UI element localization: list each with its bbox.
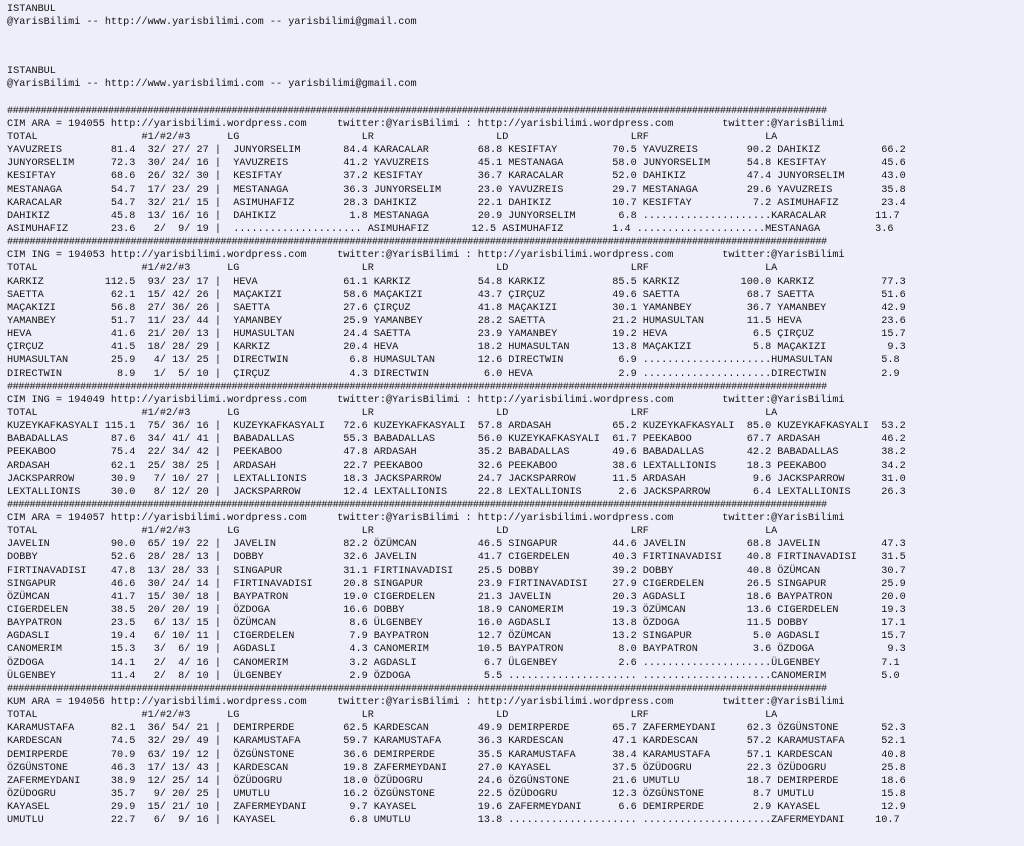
result-row: ZAFERMEYDANI 38.9 12/ 25/ 14 | ÖZÜDOGRU 18.0 ÖZÜDOGRU 24.6 ÖZGÜNSTONE 21.6 UMUTLU 18.7 DEMIRPERDE 18.6 <box>7 775 906 787</box>
result-row: YAMANBEY 51.7 11/ 23/ 44 | YAMANBEY 25.9 YAMANBEY 28.2 SAETTA 21.2 HUMASULTAN 11.5 HEVA 23.6 <box>7 315 906 327</box>
section-separator: ################################################################################################################################################## <box>7 381 827 393</box>
result-row: AGDASLI 19.4 6/ 10/ 11 | CIGERDELEN 7.9 BAYPATRON 12.7 ÖZÜMCAN 13.2 SINGAPUR 5.0 AGDASLI 15.7 <box>7 631 906 643</box>
result-row: ARDASAH 62.1 25/ 38/ 25 | ARDASAH 22.7 PEEKABOO 32.6 PEEKABOO 38.6 LEXTALLIONIS 18.3 PEEKABOO 34.2 <box>7 460 906 472</box>
race-sections <box>7 105 1024 828</box>
race-section <box>7 236 1024 381</box>
result-row: HUMASULTAN 25.9 4/ 13/ 25 | DIRECTWIN 6.8 HUMASULTAN 12.6 DIRECTWIN 6.9 .....................HUMASULTAN 5.8 <box>7 355 900 367</box>
section-separator: ################################################################################################################################################## <box>7 105 827 117</box>
blank-line <box>7 92 1024 105</box>
result-row: ÖZGÜNSTONE 46.3 17/ 13/ 43 | KARDESCAN 19.8 ZAFERMEYDANI 27.0 KAYASEL 37.5 ÖZÜDOGRU 22.3 ÖZÜDOGRU 25.8 <box>7 762 906 774</box>
result-row: UMUTLU 22.7 6/ 9/ 16 | KAYASEL 6.8 UMUTLU 13.8 ..................... .....................ZAFERMEYDANI 10.7 <box>7 815 900 827</box>
race-section <box>7 105 1024 236</box>
result-row: SINGAPUR 46.6 30/ 24/ 14 | FIRTINAVADISI 20.8 SINGAPUR 23.9 FIRTINAVADISI 27.9 CIGERDELEN 26.5 SINGAPUR 25.9 <box>7 578 906 590</box>
section-separator: ################################################################################################################################################## <box>7 237 827 249</box>
result-row: ÖZÜDOGRU 35.7 9/ 20/ 25 | UMUTLU 16.2 ÖZGÜNSTONE 22.5 ÖZÜDOGRU 12.3 ÖZGÜNSTONE 8.7 UMUTLU 15.8 <box>7 789 906 801</box>
column-header: TOTAL #1/#2/#3 LG LR LD LRF LA <box>7 263 778 275</box>
section-title: KUM ARA = 194056 http://yarisbilimi.wordpress.com twitter:@YarisBilimi : http://yarisbilimi.wordpress.com twitter:@YarisBilimi <box>7 697 845 709</box>
section-title: CIM ARA = 194055 http://yarisbilimi.wordpress.com twitter:@YarisBilimi : http://yarisbilimi.wordpress.com twitter:@YarisBilimi <box>7 118 845 130</box>
result-row: MAÇAKIZI 56.8 27/ 36/ 26 | SAETTA 27.6 ÇIRÇUZ 41.8 MAÇAKIZI 30.1 YAMANBEY 36.7 YAMANBEY 42.9 <box>7 302 906 314</box>
result-row: ÖZDOGA 14.1 2/ 4/ 16 | CANOMERIM 3.2 AGDASLI 6.7 ÜLGENBEY 2.6 .....................ÜLGENBEY 7.1 <box>7 657 900 669</box>
result-row: HEVA 41.6 21/ 20/ 13 | HUMASULTAN 24.4 SAETTA 23.9 YAMANBEY 19.2 HEVA 6.5 ÇIRÇUZ 15.7 <box>7 329 906 341</box>
race-section <box>7 683 1024 828</box>
result-row: JAVELIN 90.0 65/ 19/ 22 | JAVELIN 82.2 ÖZÜMCAN 46.5 SINGAPUR 44.6 JAVELIN 68.8 JAVELIN 47.3 <box>7 539 906 551</box>
result-row: KARACALAR 54.7 32/ 21/ 15 | ASIMUHAFIZ 28.3 DAHIKIZ 22.1 DAHIKIZ 10.7 KESIFTAY 7.2 ASIMUHAFIZ 23.4 <box>7 197 906 209</box>
result-row: KARDESCAN 74.5 32/ 29/ 49 | KARAMUSTAFA 59.7 KARAMUSTAFA 36.3 KARDESCAN 47.1 KARDESCAN 57.2 KARAMUSTAFA 52.1 <box>7 736 906 748</box>
result-row: ÜLGENBEY 11.4 2/ 8/ 10 | ÜLGENBEY 2.9 ÖZDOGA 5.5 ..................... .....................CANOMERIM 5.0 <box>7 670 900 682</box>
result-row: JACKSPARROW 30.9 7/ 10/ 27 | LEXTALLIONIS 18.3 JACKSPARROW 24.7 JACKSPARROW 11.5 ARDASAH 9.6 JACKSPARROW 31.0 <box>7 473 906 485</box>
header-gap <box>7 29 1024 65</box>
section-separator: ################################################################################################################################################## <box>7 499 827 511</box>
section-title: CIM ARA = 194057 http://yarisbilimi.wordpress.com twitter:@YarisBilimi : http://yarisbilimi.wordpress.com twitter:@YarisBilimi <box>7 513 845 525</box>
result-row: KARAMUSTAFA 82.1 36/ 54/ 21 | DEMIRPERDE 62.5 KARDESCAN 49.9 DEMIRPERDE 65.7 ZAFERMEYDANI 62.3 ÖZGÜNSTONE 52.3 <box>7 723 906 735</box>
result-row: ÖZÜMCAN 41.7 15/ 30/ 18 | BAYPATRON 19.0 CIGERDELEN 21.3 JAVELIN 20.3 AGDASLI 18.6 BAYPATRON 20.0 <box>7 591 906 603</box>
section-title: CIM ING = 194053 http://yarisbilimi.wordpress.com twitter:@YarisBilimi : http://yarisbilimi.wordpress.com twitter:@YarisBilimi <box>7 250 845 262</box>
result-row: CIGERDELEN 38.5 20/ 20/ 19 | ÖZDOGA 16.6 DOBBY 18.9 CANOMERIM 19.3 ÖZÜMCAN 13.6 CIGERDELEN 19.3 <box>7 605 906 617</box>
result-row: BABADALLAS 87.6 34/ 41/ 41 | BABADALLAS 55.3 BABADALLAS 56.0 KUZEYKAFKASYALI 61.7 PEEKABOO 67.7 ARDASAH 46.2 <box>7 434 906 446</box>
column-header: TOTAL #1/#2/#3 LG LR LD LRF LA <box>7 526 778 538</box>
result-row: DEMIRPERDE 70.9 63/ 19/ 12 | ÖZGÜNSTONE 36.6 DEMIRPERDE 35.5 KARAMUSTAFA 38.4 KARAMUSTAFA 57.1 KARDESCAN 40.8 <box>7 749 906 761</box>
result-row: KESIFTAY 68.6 26/ 32/ 30 | KESIFTAY 37.2 KESIFTAY 36.7 KARACALAR 52.0 DAHIKIZ 47.4 JUNYORSELIM 43.0 <box>7 171 906 183</box>
result-row: PEEKABOO 75.4 22/ 34/ 42 | PEEKABOO 47.8 ARDASAH 35.2 BABADALLAS 49.6 BABADALLAS 42.2 BABADALLAS 38.2 <box>7 447 906 459</box>
result-row: MESTANAGA 54.7 17/ 23/ 29 | MESTANAGA 36.3 JUNYORSELIM 23.0 YAVUZREIS 29.7 MESTANAGA 29.6 YAVUZREIS 35.8 <box>7 184 906 196</box>
result-row: KUZEYKAFKASYALI 115.1 75/ 36/ 16 | KUZEYKAFKASYALI 72.6 KUZEYKAFKASYALI 57.8 ARDASAH 65.2 KUZEYKAFKASYALI 85.0 KUZEYKAFKASYALI 53.2 <box>7 421 906 433</box>
result-row: BAYPATRON 23.5 6/ 13/ 15 | ÖZÜMCAN 8.6 ÜLGENBEY 16.0 AGDASLI 13.8 ÖZDOGA 11.5 DOBBY 17.1 <box>7 618 906 630</box>
section-title: CIM ING = 194049 http://yarisbilimi.wordpress.com twitter:@YarisBilimi : http://yarisbilimi.wordpress.com twitter:@YarisBilimi <box>7 394 845 406</box>
result-row: KARKIZ 112.5 93/ 23/ 17 | HEVA 61.1 KARKIZ 54.8 KARKIZ 85.5 KARKIZ 100.0 KARKIZ 77.3 <box>7 276 906 288</box>
result-row: KAYASEL 29.9 15/ 21/ 10 | ZAFERMEYDANI 9.7 KAYASEL 19.6 ZAFERMEYDANI 6.6 DEMIRPERDE 2.9 KAYASEL 12.9 <box>7 802 906 814</box>
result-row: SAETTA 62.1 15/ 42/ 26 | MAÇAKIZI 58.6 MAÇAKIZI 43.7 ÇIRÇUZ 49.6 SAETTA 68.7 SAETTA 51.6 <box>7 289 906 301</box>
section-separator: ################################################################################################################################################## <box>7 683 827 695</box>
result-row: DAHIKIZ 45.8 13/ 16/ 16 | DAHIKIZ 1.8 MESTANAGA 20.9 JUNYORSELIM 6.8 .....................KARACALAR 11.7 <box>7 210 900 222</box>
result-row: DOBBY 52.6 28/ 28/ 13 | DOBBY 32.6 JAVELIN 41.7 CIGERDELEN 40.3 FIRTINAVADISI 40.8 FIRTINAVADISI 31.5 <box>7 552 906 564</box>
column-header: TOTAL #1/#2/#3 LG LR LD LRF LA <box>7 131 778 143</box>
result-row: ASIMUHAFIZ 23.6 2/ 9/ 19 | ..................... ASIMUHAFIZ 12.5 ASIMUHAFIZ 1.4 .....................MESTANAGA 3.6 <box>7 223 894 235</box>
race-section <box>7 381 1024 499</box>
header-city: ISTANBUL <box>7 4 56 15</box>
header-contact-repeat: @YarisBilimi -- http://www.yarisbilimi.com -- yarisbilimi@gmail.com <box>7 79 417 91</box>
column-header: TOTAL #1/#2/#3 LG LR LD LRF LA <box>7 407 778 419</box>
race-section <box>7 499 1024 683</box>
result-row: JUNYORSELIM 72.3 30/ 24/ 16 | YAVUZREIS 41.2 YAVUZREIS 45.1 MESTANAGA 58.0 JUNYORSELIM 54.8 KESIFTAY 45.6 <box>7 158 906 170</box>
result-row: DIRECTWIN 8.9 1/ 5/ 10 | ÇIRÇUZ 4.3 DIRECTWIN 6.0 HEVA 2.9 .....................DIRECTWIN 2.9 <box>7 368 900 380</box>
result-row: LEXTALLIONIS 30.0 8/ 12/ 20 | JACKSPARROW 12.4 LEXTALLIONIS 22.8 LEXTALLIONIS 2.6 JACKSPARROW 6.4 LEXTALLIONIS 26.3 <box>7 486 906 498</box>
header-city-repeat: ISTANBUL <box>7 66 56 78</box>
result-row: ÇIRÇUZ 41.5 18/ 28/ 29 | KARKIZ 20.4 HEVA 18.2 HUMASULTAN 13.8 MAÇAKIZI 5.8 MAÇAKIZI 9.3 <box>7 342 906 354</box>
column-header: TOTAL #1/#2/#3 LG LR LD LRF LA <box>7 710 778 722</box>
header-contact: @YarisBilimi -- http://www.yarisbilimi.com -- yarisbilimi@gmail.com <box>7 17 417 29</box>
result-row: CANOMERIM 15.3 3/ 6/ 19 | AGDASLI 4.3 CANOMERIM 10.5 BAYPATRON 8.0 BAYPATRON 3.6 ÖZDOGA 9.3 <box>7 644 906 656</box>
result-row: FIRTINAVADISI 47.8 13/ 28/ 33 | SINGAPUR 31.1 FIRTINAVADISI 25.5 DOBBY 39.2 DOBBY 40.8 ÖZÜMCAN 30.7 <box>7 565 906 577</box>
result-row: YAVUZREIS 81.4 32/ 27/ 27 | JUNYORSELIM 84.4 KARACALAR 68.8 KESIFTAY 70.5 YAVUZREIS 90.2 DAHIKIZ 66.2 <box>7 145 906 157</box>
